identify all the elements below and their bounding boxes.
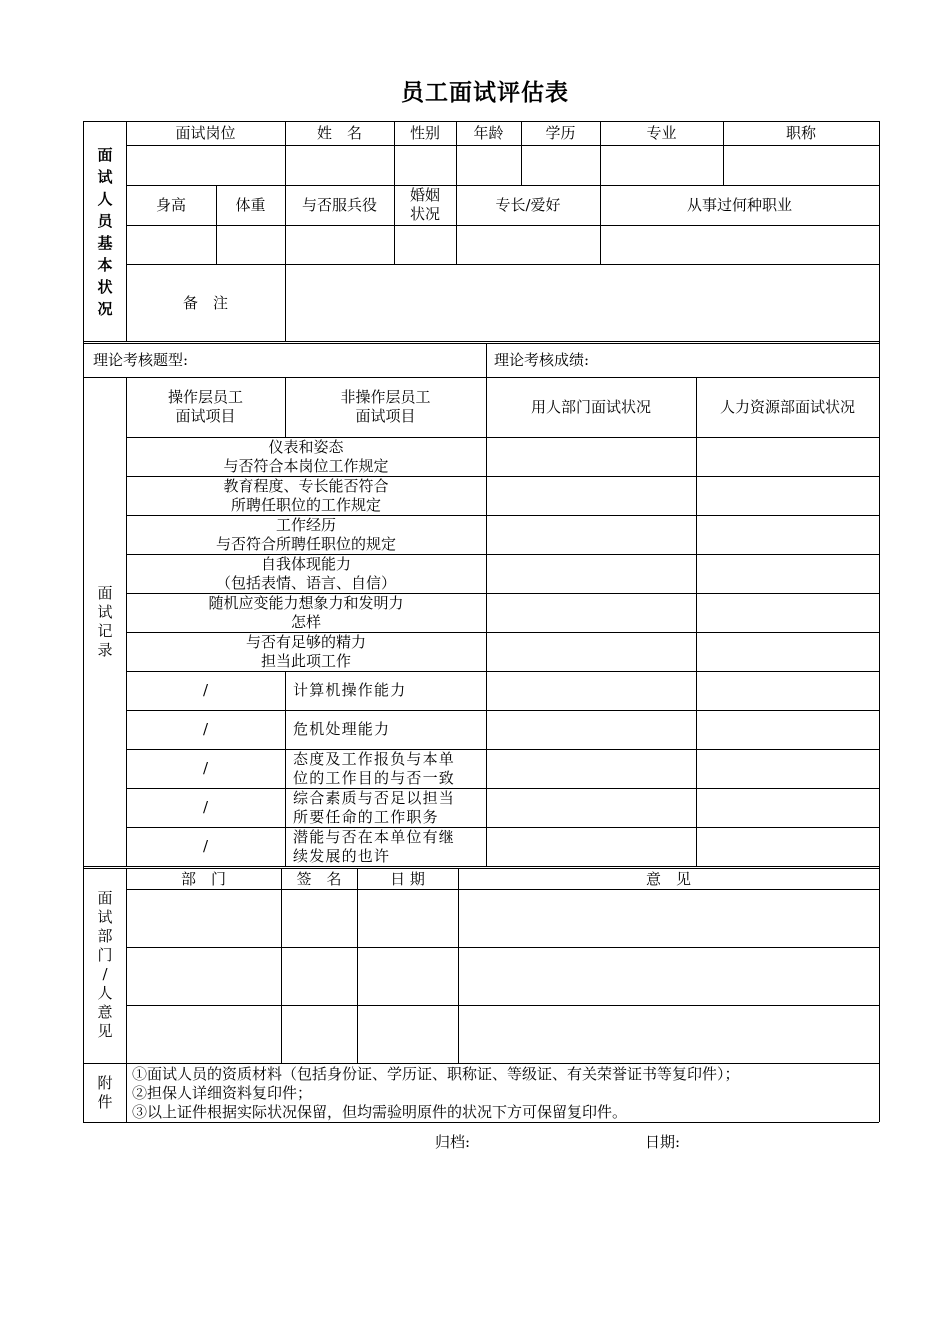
header-name: 姓 名 xyxy=(316,124,362,142)
hr-assessment-field[interactable] xyxy=(696,515,879,554)
archive-label: 归档: xyxy=(435,1133,471,1151)
common-item-label: 与否有足够的精力 担当此项工作 xyxy=(245,632,366,670)
op-not-applicable: / xyxy=(202,681,209,699)
label-char: 面 xyxy=(97,889,113,907)
field-age[interactable] xyxy=(456,145,521,185)
theory-type-label: 理论考核题型: xyxy=(93,351,189,369)
attachment-line-3: ③以上证件根据实际状况保留，但均需验明原件的状况下方可保留复印件。 xyxy=(132,1103,628,1121)
header-hobby: 专长/爱好 xyxy=(495,195,561,214)
label-char: / xyxy=(102,965,108,983)
remark-label: 备 注 xyxy=(182,293,228,312)
label-char: 状 xyxy=(97,278,113,296)
hr-assessment-field[interactable] xyxy=(696,827,879,866)
hr-assessment-field[interactable] xyxy=(696,749,879,788)
label-char: 门 xyxy=(97,946,113,964)
grid-line xyxy=(83,1122,879,1123)
header-title: 职称 xyxy=(785,124,816,142)
attachment-line-1: ①面试人员的资质材料（包括身份证、学历证、职称证、等级证、有关荣誉证书等复印件）； xyxy=(132,1065,740,1083)
col-hr-header: 人力资源部面试状况 xyxy=(719,397,855,416)
label-char: 基 xyxy=(97,234,113,252)
hr-assessment-field[interactable] xyxy=(696,437,879,476)
col-op-header: 操作层员工 面试项目 xyxy=(167,388,243,425)
opinion-sign-field[interactable] xyxy=(281,889,357,947)
field-hobby[interactable] xyxy=(456,225,600,264)
field-marital[interactable] xyxy=(394,225,456,264)
field-gender[interactable] xyxy=(394,145,456,185)
opinion-dept-field[interactable] xyxy=(126,889,281,947)
opinion-dept-field[interactable] xyxy=(126,947,281,1005)
dept-assessment-field[interactable] xyxy=(486,632,696,671)
field-major[interactable] xyxy=(600,145,723,185)
attachment-label xyxy=(84,1063,126,1122)
header-career: 从事过何种职业 xyxy=(686,195,792,214)
opinion-dept-field[interactable] xyxy=(126,1005,281,1063)
label-char: 面 xyxy=(97,146,113,164)
dept-assessment-field[interactable] xyxy=(486,515,696,554)
hr-assessment-field[interactable] xyxy=(696,632,879,671)
opinion-sign-field[interactable] xyxy=(281,947,357,1005)
opinion-comment-field[interactable] xyxy=(458,947,879,1005)
label-char: 附 xyxy=(97,1073,113,1092)
record-section-label xyxy=(84,377,126,867)
field-education[interactable] xyxy=(521,145,600,185)
opinion-section-label xyxy=(84,867,126,1063)
opinion-date-field[interactable] xyxy=(357,947,458,1005)
grid-line xyxy=(486,343,487,377)
dept-assessment-field[interactable] xyxy=(486,437,696,476)
header-education: 学历 xyxy=(545,124,576,142)
header-position: 面试岗位 xyxy=(175,124,236,142)
hr-assessment-field[interactable] xyxy=(696,554,879,593)
opinion-sign-field[interactable] xyxy=(281,1005,357,1063)
opinion-date-field[interactable] xyxy=(357,889,458,947)
dept-assessment-field[interactable] xyxy=(486,476,696,515)
op-not-applicable: / xyxy=(202,759,209,777)
col-dept-header: 用人部门面试状况 xyxy=(530,397,651,416)
hr-assessment-field[interactable] xyxy=(696,593,879,632)
op-not-applicable: / xyxy=(202,720,209,738)
opinion-comment-field[interactable] xyxy=(458,889,879,947)
hr-assessment-field[interactable] xyxy=(696,671,879,710)
nonop-item-label: 综合素质与否足以担当 所要任命的工作职务 xyxy=(293,788,456,826)
field-height[interactable] xyxy=(126,225,216,264)
field-career[interactable] xyxy=(600,225,879,264)
op-not-applicable: / xyxy=(202,798,209,816)
label-char: 试 xyxy=(97,908,113,926)
opinion-header-date: 日 期 xyxy=(390,869,425,888)
nonop-item-label: 计算机操作能力 xyxy=(293,681,407,699)
dept-assessment-field[interactable] xyxy=(486,788,696,827)
col-nonop-header: 非操作层员工 面试项目 xyxy=(340,388,431,425)
label-char: 记 xyxy=(97,622,113,640)
hr-assessment-field[interactable] xyxy=(696,788,879,827)
field-position[interactable] xyxy=(126,145,285,185)
dept-assessment-field[interactable] xyxy=(486,554,696,593)
page-title: 员工面试评估表 xyxy=(401,80,569,106)
common-item-label: 自我体现能力 （包括表情、语言、自信） xyxy=(215,554,396,592)
nonop-item-label: 态度及工作报负与本单 位的工作目的与否一致 xyxy=(293,749,456,787)
common-item-label: 随机应变能力想象力和发明力 怎样 xyxy=(208,593,404,631)
label-char: 员 xyxy=(97,212,113,230)
dept-assessment-field[interactable] xyxy=(486,593,696,632)
label-char: 面 xyxy=(97,584,113,602)
common-item-label: 教育程度、专长能否符合 所聘任职位的工作规定 xyxy=(223,476,389,514)
basic-section-label xyxy=(84,122,126,342)
opinion-header-sign: 签 名 xyxy=(296,869,342,888)
header-military: 与否服兵役 xyxy=(301,195,377,214)
attachment-line-2: ②担保人详细资料复印件； xyxy=(132,1084,313,1102)
grid-line xyxy=(83,866,879,867)
label-char: 意 xyxy=(97,1003,113,1021)
opinion-header-comment: 意 见 xyxy=(645,869,691,888)
op-not-applicable: / xyxy=(202,837,209,855)
opinion-date-field[interactable] xyxy=(357,1005,458,1063)
header-gender: 性别 xyxy=(409,124,440,142)
label-char: 人 xyxy=(97,984,113,1002)
header-marital: 婚姻 状况 xyxy=(409,186,440,223)
common-item-label: 工作经历 与否符合所聘任职位的规定 xyxy=(215,515,396,553)
grid-line xyxy=(285,671,286,867)
grid-line xyxy=(879,121,880,1122)
field-remark[interactable] xyxy=(285,264,879,342)
field-military[interactable] xyxy=(285,225,394,264)
header-major: 专业 xyxy=(646,124,677,142)
label-char: 录 xyxy=(97,641,113,659)
hr-assessment-field[interactable] xyxy=(696,710,879,749)
label-char: 人 xyxy=(97,190,113,208)
label-char: 本 xyxy=(97,256,113,274)
field-title[interactable] xyxy=(723,145,879,185)
label-char: 部 xyxy=(97,927,113,945)
common-item-label: 仪表和姿态 与否符合本岗位工作规定 xyxy=(223,437,389,475)
grid-line xyxy=(83,1063,879,1064)
nonop-item-label: 潜能与否在本单位有继 续发展的也许 xyxy=(293,827,456,865)
nonop-item-label: 危机处理能力 xyxy=(293,720,391,738)
label-char: 况 xyxy=(97,300,113,318)
header-weight: 体重 xyxy=(235,195,266,214)
dept-assessment-field[interactable] xyxy=(486,710,696,749)
label-char: 件 xyxy=(97,1092,113,1111)
dept-assessment-field[interactable] xyxy=(486,827,696,866)
field-weight[interactable] xyxy=(216,225,285,264)
hr-assessment-field[interactable] xyxy=(696,476,879,515)
dept-assessment-field[interactable] xyxy=(486,671,696,710)
opinion-comment-field[interactable] xyxy=(458,1005,879,1063)
date-label: 日期: xyxy=(645,1133,681,1151)
header-age: 年龄 xyxy=(473,124,504,142)
label-char: 见 xyxy=(97,1022,113,1040)
field-name[interactable] xyxy=(285,145,394,185)
opinion-header-dept: 部 门 xyxy=(180,869,226,888)
dept-assessment-field[interactable] xyxy=(486,749,696,788)
header-height: 身高 xyxy=(155,195,186,214)
theory-score-label: 理论考核成绩: xyxy=(494,351,590,369)
label-char: 试 xyxy=(97,168,113,186)
label-char: 试 xyxy=(97,603,113,621)
